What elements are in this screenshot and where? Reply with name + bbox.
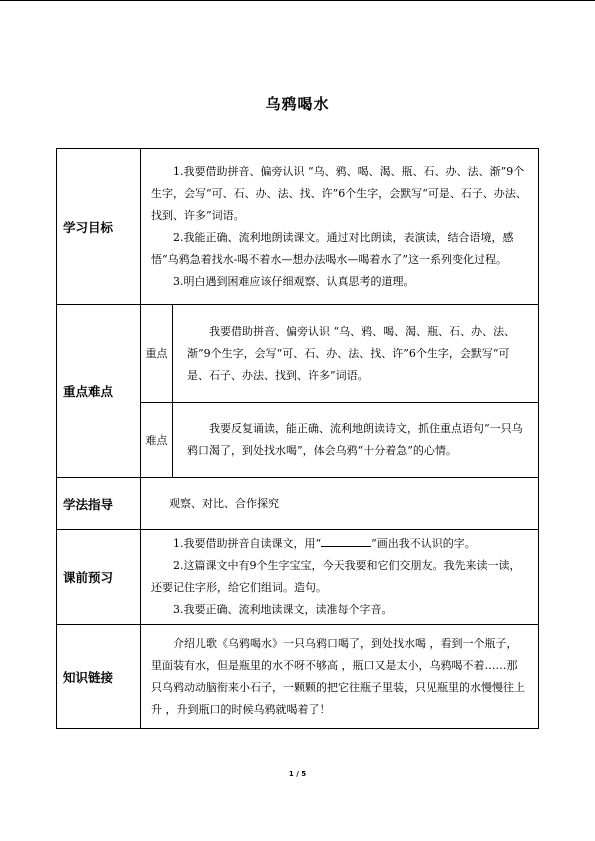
page-number: 1 / 5	[288, 770, 307, 778]
hard-point-content	[173, 403, 539, 478]
goals-item-2: 2.我能正确、流利地朗读课文。通过对比朗读，表演读，结合语境，感悟“乌鸦急着找水-喝不着水—想办法喝水—喝着水了”这一系列变化过程。	[151, 230, 514, 266]
preview-item-1-suffix: ”画出我不认识的字。	[371, 537, 476, 550]
lesson-plan-table	[56, 148, 539, 729]
method-content	[141, 478, 539, 530]
links-row	[57, 625, 539, 729]
goals-item-3: 3.明白遇到困难应该仔细观察、认真思考的道理。	[173, 274, 415, 288]
method-row	[57, 478, 539, 530]
key-point-text: 我要借助拼音、偏旁认识 “乌、鸦、喝、渴、瓶、石、办、法、渐”9个生字，会写“可、石、办、法、找、许”6个生字，会默写“可是、石子、办法、找到、许多”词语。	[187, 324, 516, 382]
top-rule	[0, 0, 595, 1]
hard-point-text: 我要反复诵读，能正确、流利地朗读诗文，抓住重点语句“一只乌鸦口渴了，到处找水喝”，体会乌鸦“十分着急”的心情。	[187, 422, 523, 457]
goals-label: 学习目标	[57, 149, 141, 305]
method-text: 观察、对比、合作探究	[169, 496, 279, 510]
goals-item-1: 1.我要借助拼音、偏旁认识 “乌、鸦、喝、渴、瓶、石、办、法、渐”9个生字，会写“可、石、办、法、找、许”6个生字，会默写“可是、石子、办法、找到、许多”词语。	[151, 164, 527, 222]
key-point-label: 重点	[141, 305, 173, 403]
focus-key-row	[57, 305, 539, 403]
focus-label: 重点难点	[57, 305, 141, 478]
links-content	[141, 625, 539, 729]
links-text: 介绍儿歌《乌鸦喝水》一只乌鸦口喝了，到处找水喝 ，看到一个瓶子，里面装有水，但是瓶里的水不呀不够高 ，瓶口又是太小，乌鸦喝不着……那只乌鸦动动脑衔来小石子，一颗颗的把它往瓶子里装，只见瓶里的水慢慢往上升 ，升到瓶口的时候乌鸦就喝着了！	[151, 636, 525, 716]
preview-item-3: 3.我要正确、流利地读课文，读准每个字音。	[173, 603, 393, 616]
blank-line	[321, 534, 371, 547]
goals-content	[141, 149, 539, 305]
hard-point-label: 难点	[141, 403, 173, 478]
preview-label: 课前预习	[57, 530, 141, 625]
preview-content	[141, 530, 539, 625]
links-label: 知识链接	[57, 625, 141, 729]
key-point-content	[173, 305, 539, 403]
preview-item-2: 2.这篇课文中有9个生字宝宝，今天我要和它们交朋友。我先来读一读，还要记住字形，给它们组词。造句。	[151, 559, 521, 594]
method-label: 学法指导	[57, 478, 141, 530]
preview-row	[57, 530, 539, 625]
goals-row	[57, 149, 539, 305]
preview-item-1-prefix: 1.我要借助拼音自读课文，用“	[173, 537, 322, 550]
preview-item-1	[151, 533, 528, 555]
page-title: 乌鸦喝水	[265, 95, 330, 113]
